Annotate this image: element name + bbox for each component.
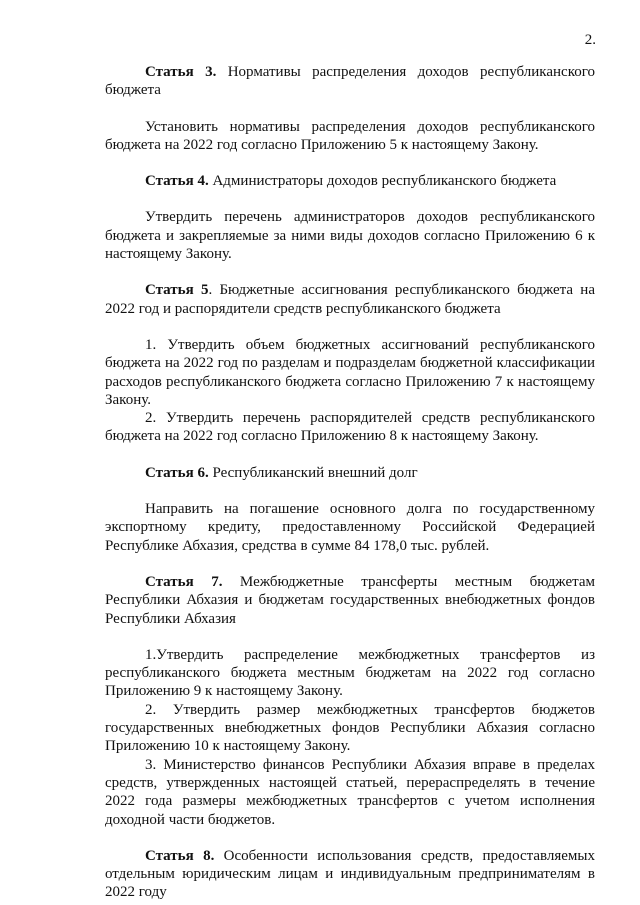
page-number: 2.: [584, 32, 596, 48]
article-5-heading: [105, 281, 595, 318]
article-8-heading: [105, 847, 595, 902]
article-4-heading: [105, 172, 595, 190]
article-6-text: Направить на погашение основного долга по государственному экспортному кредиту, предоставленному Российской Федерацией Республике Абхазия, средства в сумме 84 178,0 тыс. рублей.: [105, 501, 595, 554]
article-8-title: Особенности использования средств, предоставляемых отдельным юридическим лицам и индивидуальным предпринимателям в 2022 году: [105, 847, 596, 901]
article-8-label: Статья 8.: [145, 847, 215, 864]
article-5-title: . Бюджетные ассигнования республиканского бюджета на 2022 год и распорядители средств республиканского бюджета: [105, 282, 595, 317]
article-3-heading: [105, 63, 595, 100]
article-3-text: Установить нормативы распределения доходов республиканского бюджета на 2022 год согласно Приложению 5 к настоящему Закону.: [105, 118, 595, 153]
article-6-title: Республиканский внешний долг: [208, 464, 418, 481]
article-6-heading: [105, 464, 595, 482]
article-5-item-1: 1. Утвердить объем бюджетных ассигнований республиканского бюджета на 2022 год по разделам и подразделам бюджетной классификации расходов республиканского бюджета согласно Приложению 7 к настоящему Закону.: [105, 336, 595, 408]
article-3-label: Статья 3.: [145, 64, 217, 80]
article-4-label: Статья 4.: [145, 173, 209, 190]
article-5-label: Статья 5: [145, 282, 209, 299]
article-7-item-2: 2. Утвердить размер межбюджетных трансфертов бюджетов государственных внебюджетных фондов Республики Абхазия согласно Приложению 10 к настоящему Закону.: [105, 701, 595, 755]
article-7-item-3: 3. Министерство финансов Республики Абхазия вправе в пределах средств, утвержденных настоящей статьей, перераспределять в течение 2022 года размеры межбюджетных трансфертов с учетом исполнения доходной части бюджетов.: [105, 756, 595, 828]
article-7-item-1: 1.Утвердить распределение межбюджетных трансфертов из республиканского бюджета местным бюджетам на 2022 год согласно Приложению 9 к настоящему Закону.: [105, 646, 595, 700]
article-4-title: Администраторы доходов республиканского бюджета: [208, 173, 557, 190]
article-5-item-2: 2. Утвердить перечень распорядителей средств республиканского бюджета на 2022 год согласно Приложению 8 к настоящему Закону.: [105, 410, 595, 445]
article-7-heading: [105, 573, 595, 628]
document-body: [105, 63, 595, 902]
article-4-text: Утвердить перечень администраторов доходов республиканского бюджета и закрепляемые за ними виды доходов согласно Приложению 6 к настоящему Закону.: [105, 209, 595, 263]
article-6-label: Статья 6.: [145, 464, 209, 481]
article-7-title: Межбюджетные трансферты местным бюджетам Республики Абхазия и бюджетам государственных внебюджетных фондов Республики Абхазия: [105, 573, 595, 627]
article-7-label: Статья 7.: [145, 573, 223, 590]
article-3-title: Нормативы распределения доходов республиканского бюджета: [105, 64, 595, 99]
